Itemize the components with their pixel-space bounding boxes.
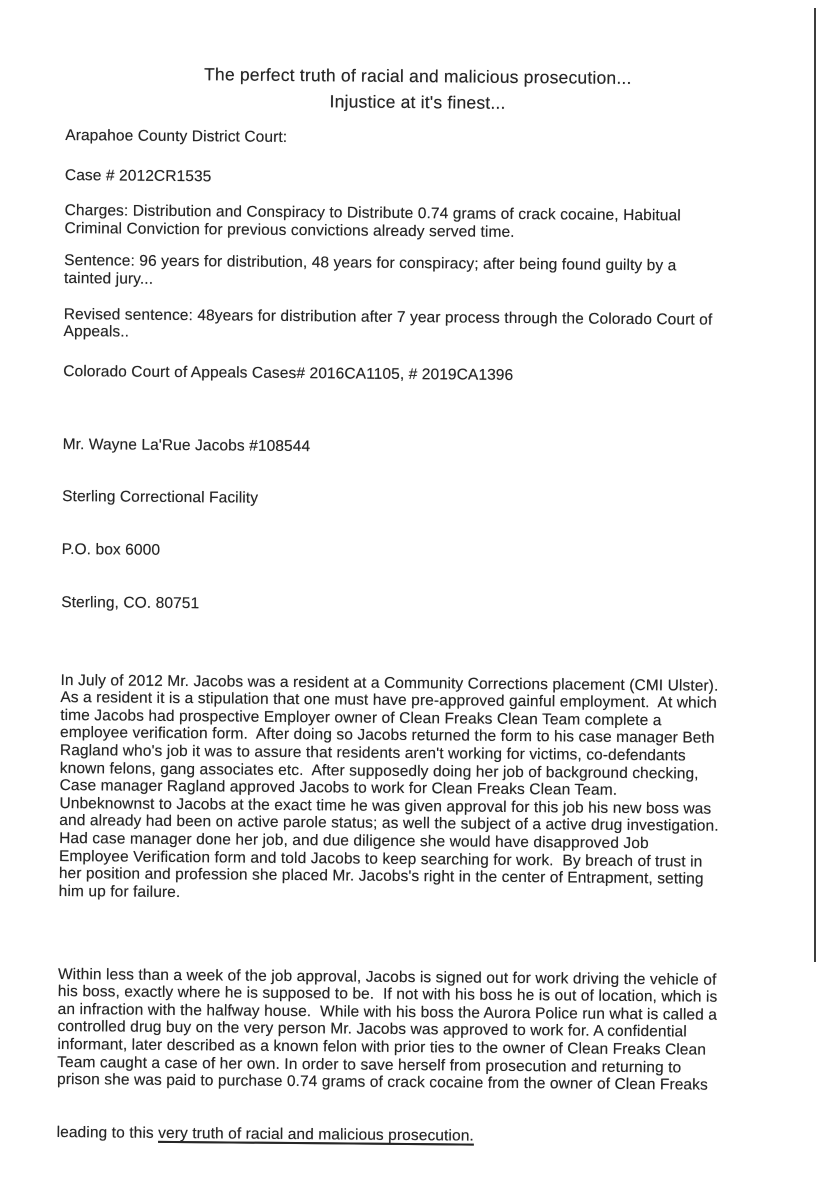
body-paragraph-2-last-line [57,1124,761,1148]
appeals-case-numbers: Colorado Court of Appeals Cases# 2016CA1105, # 2019CA1396 [63,362,514,384]
court-name: Arapahoe County District Court: [65,126,288,146]
revised-sentence-statement: Revised sentence: 48years for distribution after 7 year process through the Colorado Court of Appeals.. [63,305,713,341]
document-title [66,60,770,118]
body-paragraph-1: In July of 2012 Mr. Jacobs was a resident at a Community Corrections placement (CMI Ulster). As a resident it is a stipulation that one must have pre-approved gainful employment. At which time Jacobs had prospective Employer owner of Clean Freaks Clean Team complete a employee verification form. After doing so Jacobs returned the form to his case manager Beth Ragland who's job it was to assure that residents aren't working for victims, co-defendants known felons, gang associates etc. After supposedly doing her job of background checking, Case manager Ragland approved Jacobs to work for Clean Freaks Clean Team. Unbeknownst to Jacobs at the exact time he was given approval for this job his new boss was and already had been on active parole status; as well the subject of a active drug investigation. Had case manager done her job, and due diligence she would have disapproved Job Employee Verification form and told Jacobs to keep searching for work. By breach of trust in her position and profession she placed Mr. Jacobs's right in the center of Entrapment, setting him up for failure. [58,671,719,901]
sentence-statement: Sentence: 96 years for distribution, 48 years for conspiracy; after being found guilty by a tainted jury... [63,252,677,288]
sender-facility: Sterling Correctional Facility [62,488,259,508]
sender-po-box: P.O. box 6000 [61,541,161,559]
sender-city-state-zip: Sterling, CO. 80751 [61,593,200,613]
sender-address-block [61,400,767,652]
last-line-prefix: leading to this [56,1123,159,1142]
case-number: Case # 2012CR1535 [64,166,212,185]
sender-name: Mr. Wayne La'Rue Jacobs #108544 [62,435,311,455]
title-line-2: Injustice at it's finest... [329,91,506,113]
charges-statement: Charges: Distribution and Conspiracy to Distribute 0.74 grams of crack cocaine, Habitual Criminal Conviction for previous convictions already served time. [64,202,681,241]
body-paragraph-2-lines: Within less than a week of the job approval, Jacobs is signed out for work driving the vehicle of his boss, exactly where he is supposed to be. If not with his boss he is out of location, which is an infraction with the halfway house. While with his boss the Aurora Police run what is called a controlled drug buy on the very person Mr. Jacobs was approved to work for. A confidential informant, later described as a known felon with prior ties to the owner of Clean Freaks Clean Team caught a case of her own. In order to save herself from prosecution and returning to prison she was paid to purchase 0.74 grams of crack cocaine from the owner of Clean Freaks [56,965,718,1094]
title-line-1: The perfect truth of racial and malicious prosecution... [203,64,632,88]
underlined-phrase: very truth of racial and malicious prosecution. [158,1124,474,1145]
body-paragraph-2 [56,930,762,1182]
